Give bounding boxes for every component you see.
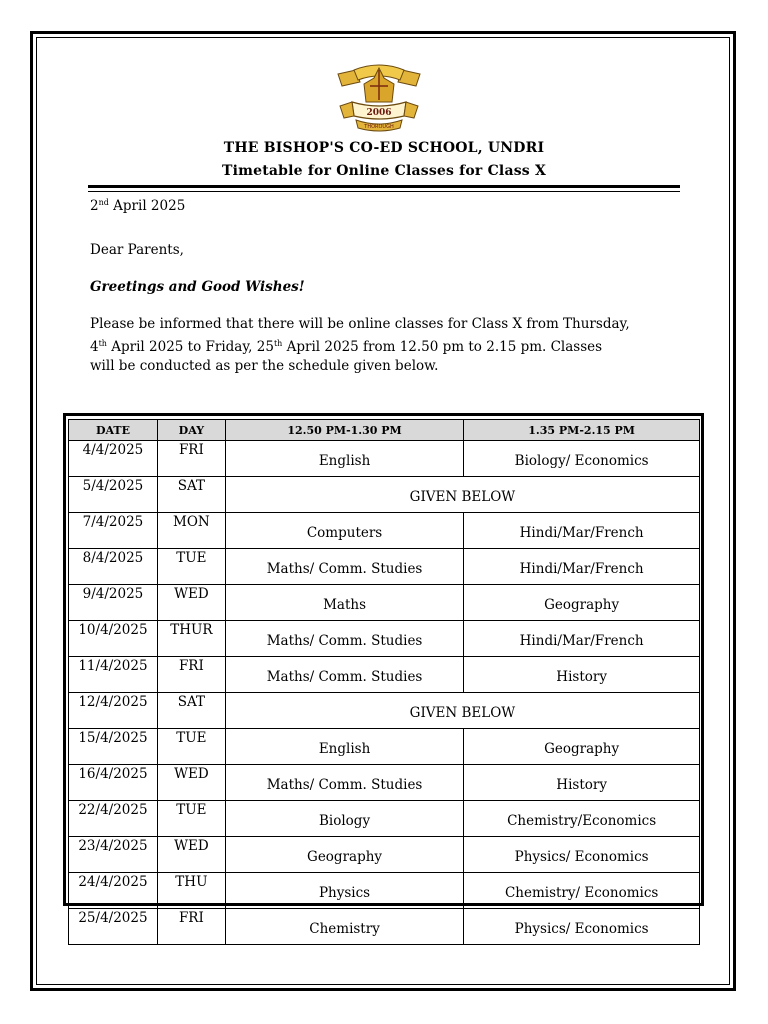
row-day: FRI [157,441,225,477]
row-merged-note: GIVEN BELOW [225,693,699,729]
row-slot-2: History [464,765,700,801]
row-slot-2: Physics/ Economics [464,909,700,945]
row-slot-1: Geography [225,837,463,873]
salutation: Dear Parents, [90,242,184,258]
table-row [69,909,700,945]
row-day: SAT [157,693,225,729]
row-slot-1: Computers [225,513,463,549]
header-slot-2: 1.35 PM-2.15 PM [464,420,700,441]
header-rule-thin [88,191,680,192]
row-slot-1: Maths [225,585,463,621]
header-day: DAY [157,420,225,441]
row-date: 9/4/2025 [69,585,158,621]
school-name: THE BISHOP'S CO-ED SCHOOL, UNDRI [223,140,545,156]
row-slot-1: Biology [225,801,463,837]
table-row [69,657,700,693]
logo-motto: THOROUGH [364,124,394,130]
letter-date: 2nd April 2025 [90,198,186,214]
table-row [69,441,700,477]
row-slot-2: Chemistry/ Economics [464,873,700,909]
table-row [69,693,700,729]
row-slot-1: Physics [225,873,463,909]
letter-paragraph: Please be informed that there will be online classes for Class X from Thursday, 4th April 2025 to Friday, 25th April 2025 from 12.50 pm to 2.15 pm. Classes will be conducted as per the schedule given below. [90,316,630,374]
row-day: SAT [157,477,225,513]
row-date: 22/4/2025 [69,801,158,837]
row-date: 12/4/2025 [69,693,158,729]
row-slot-1: Maths/ Comm. Studies [225,621,463,657]
timetable-header-row [69,420,700,441]
timetable [68,419,700,945]
row-slot-2: Hindi/Mar/French [464,549,700,585]
table-row [69,873,700,909]
row-slot-1: Maths/ Comm. Studies [225,657,463,693]
row-slot-2: Physics/ Economics [464,837,700,873]
row-day: THU [157,873,225,909]
row-day: MON [157,513,225,549]
row-slot-1: English [225,729,463,765]
row-day: WED [157,585,225,621]
row-slot-1: Maths/ Comm. Studies [225,549,463,585]
row-date: 4/4/2025 [69,441,158,477]
row-day: TUE [157,801,225,837]
row-date: 16/4/2025 [69,765,158,801]
row-date: 15/4/2025 [69,729,158,765]
header-date: DATE [69,420,158,441]
row-day: FRI [157,909,225,945]
row-slot-1: English [225,441,463,477]
row-slot-2: History [464,657,700,693]
row-day: FRI [157,657,225,693]
row-slot-2: Hindi/Mar/French [464,513,700,549]
row-slot-1: Chemistry [225,909,463,945]
header-slot-1: 12.50 PM-1.30 PM [225,420,463,441]
table-row [69,477,700,513]
row-date: 8/4/2025 [69,549,158,585]
greeting: Greetings and Good Wishes! [90,279,305,295]
row-day: TUE [157,729,225,765]
row-date: 5/4/2025 [69,477,158,513]
row-day: WED [157,765,225,801]
document-subtitle: Timetable for Online Classes for Class X [221,163,547,179]
row-date: 23/4/2025 [69,837,158,873]
row-day: TUE [157,549,225,585]
row-date: 7/4/2025 [69,513,158,549]
row-slot-2: Geography [464,729,700,765]
row-slot-2: Biology/ Economics [464,441,700,477]
table-row [69,837,700,873]
row-slot-2: Chemistry/Economics [464,801,700,837]
table-row [69,621,700,657]
table-row [69,549,700,585]
header-rule-thick [88,185,680,188]
table-row [69,513,700,549]
table-row [69,729,700,765]
row-date: 11/4/2025 [69,657,158,693]
school-crest-logo [334,62,424,132]
table-row [69,801,700,837]
row-day: WED [157,837,225,873]
row-date: 25/4/2025 [69,909,158,945]
row-slot-2: Hindi/Mar/French [464,621,700,657]
timetable-body [69,441,700,945]
row-slot-2: Geography [464,585,700,621]
row-slot-1: Maths/ Comm. Studies [225,765,463,801]
row-day: THUR [157,621,225,657]
table-row [69,765,700,801]
row-merged-note: GIVEN BELOW [225,477,699,513]
table-row [69,585,700,621]
row-date: 10/4/2025 [69,621,158,657]
row-date: 24/4/2025 [69,873,158,909]
logo-year: 2006 [366,108,392,118]
